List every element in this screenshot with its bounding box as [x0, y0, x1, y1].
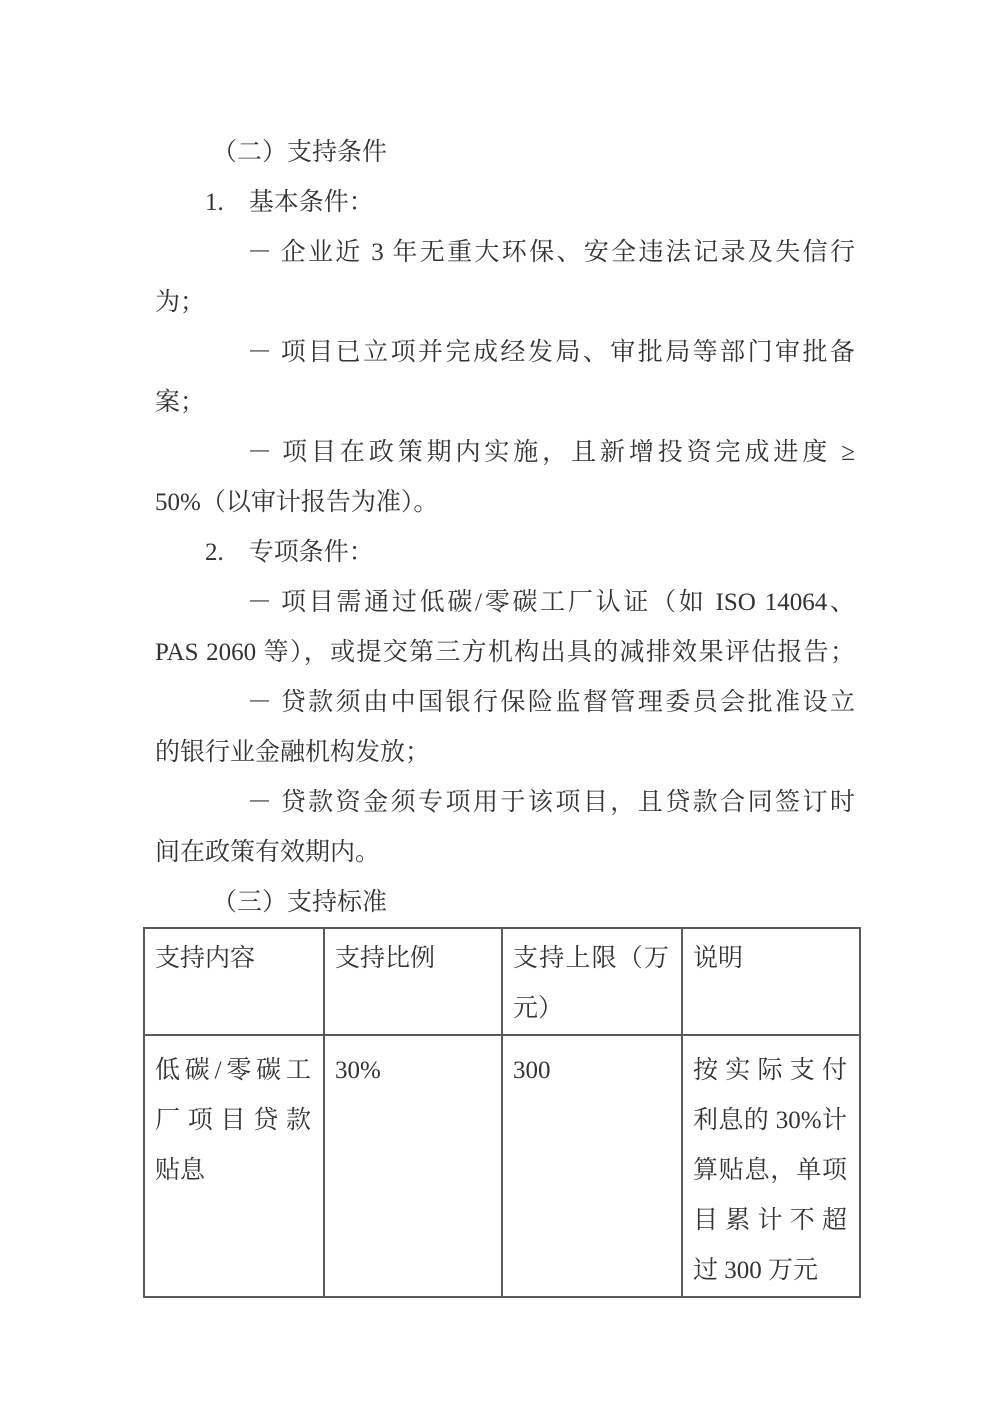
bullet-line-continuation: 50%（以审计报告为准）。: [155, 489, 439, 516]
bullet-line: － 项目已立项并完成经发局、审批局等部门审批备: [247, 339, 855, 366]
cell-line: 过 300 万元: [693, 1257, 819, 1284]
cell-line: 利息的 30%计: [693, 1107, 847, 1134]
numbered-item-basic-conditions: 1. 基本条件：: [205, 189, 374, 216]
bullet-line: － 项目需通过低碳/零碳工厂认证（如 ISO 14064、: [247, 589, 855, 616]
table-header-support-cap: [502, 928, 682, 1035]
bullet-line: － 贷款资金须专项用于该项目，且贷款合同签订时: [247, 789, 855, 816]
table-header-support-ratio: [324, 928, 502, 1035]
cell-line: 算贴息，单项: [693, 1157, 847, 1184]
bullet-line: － 项目在政策期内实施，且新增投资完成进度 ≥: [247, 439, 855, 466]
table-header-support-content: [144, 928, 324, 1035]
section-heading-support-conditions: （二）支持条件: [212, 139, 388, 166]
bullet-line-continuation: 间在政策有效期内。: [155, 839, 381, 866]
cell-line: 说明: [693, 945, 744, 972]
table-cell-support-ratio: [324, 1035, 502, 1297]
bullet-line-continuation: 案；: [155, 389, 206, 416]
cell-line: 元）: [513, 995, 564, 1022]
cell-line: 300: [513, 1057, 551, 1084]
table-header-row: [144, 928, 860, 1035]
table-cell-support-content: [144, 1035, 324, 1297]
bullet-line: － 贷款须由中国银行保险监督管理委员会批准设立: [247, 689, 855, 716]
table-cell-note: [682, 1035, 860, 1297]
numbered-item-special-conditions: 2. 专项条件：: [205, 539, 374, 566]
cell-line: 目累计不超: [693, 1207, 847, 1234]
bullet-line-continuation: PAS 2060 等），或提交第三方机构出具的减排效果评估报告；: [155, 639, 855, 666]
table-data-row: [144, 1035, 860, 1297]
table-header-note: [682, 928, 860, 1035]
cell-line: 贴息: [155, 1157, 206, 1184]
section-heading-support-standard: （三）支持标准: [212, 889, 388, 916]
cell-line: 支持比例: [335, 945, 436, 972]
cell-line: 低碳/零碳工: [155, 1057, 311, 1084]
support-standard-table: [143, 927, 861, 1298]
table-cell-support-cap: [502, 1035, 682, 1297]
cell-line: 厂项目贷款: [155, 1107, 311, 1134]
bullet-line: － 企业近 3 年无重大环保、安全违法记录及失信行: [247, 239, 855, 266]
bullet-line-continuation: 的银行业金融机构发放；: [155, 739, 431, 766]
cell-line: 30%: [335, 1057, 381, 1084]
body-text: [155, 128, 855, 928]
bullet-line-continuation: 为；: [155, 289, 206, 316]
cell-line: 按实际支付: [693, 1057, 847, 1084]
cell-line: 支持内容: [155, 945, 256, 972]
cell-line: 支持上限（万: [513, 945, 669, 972]
